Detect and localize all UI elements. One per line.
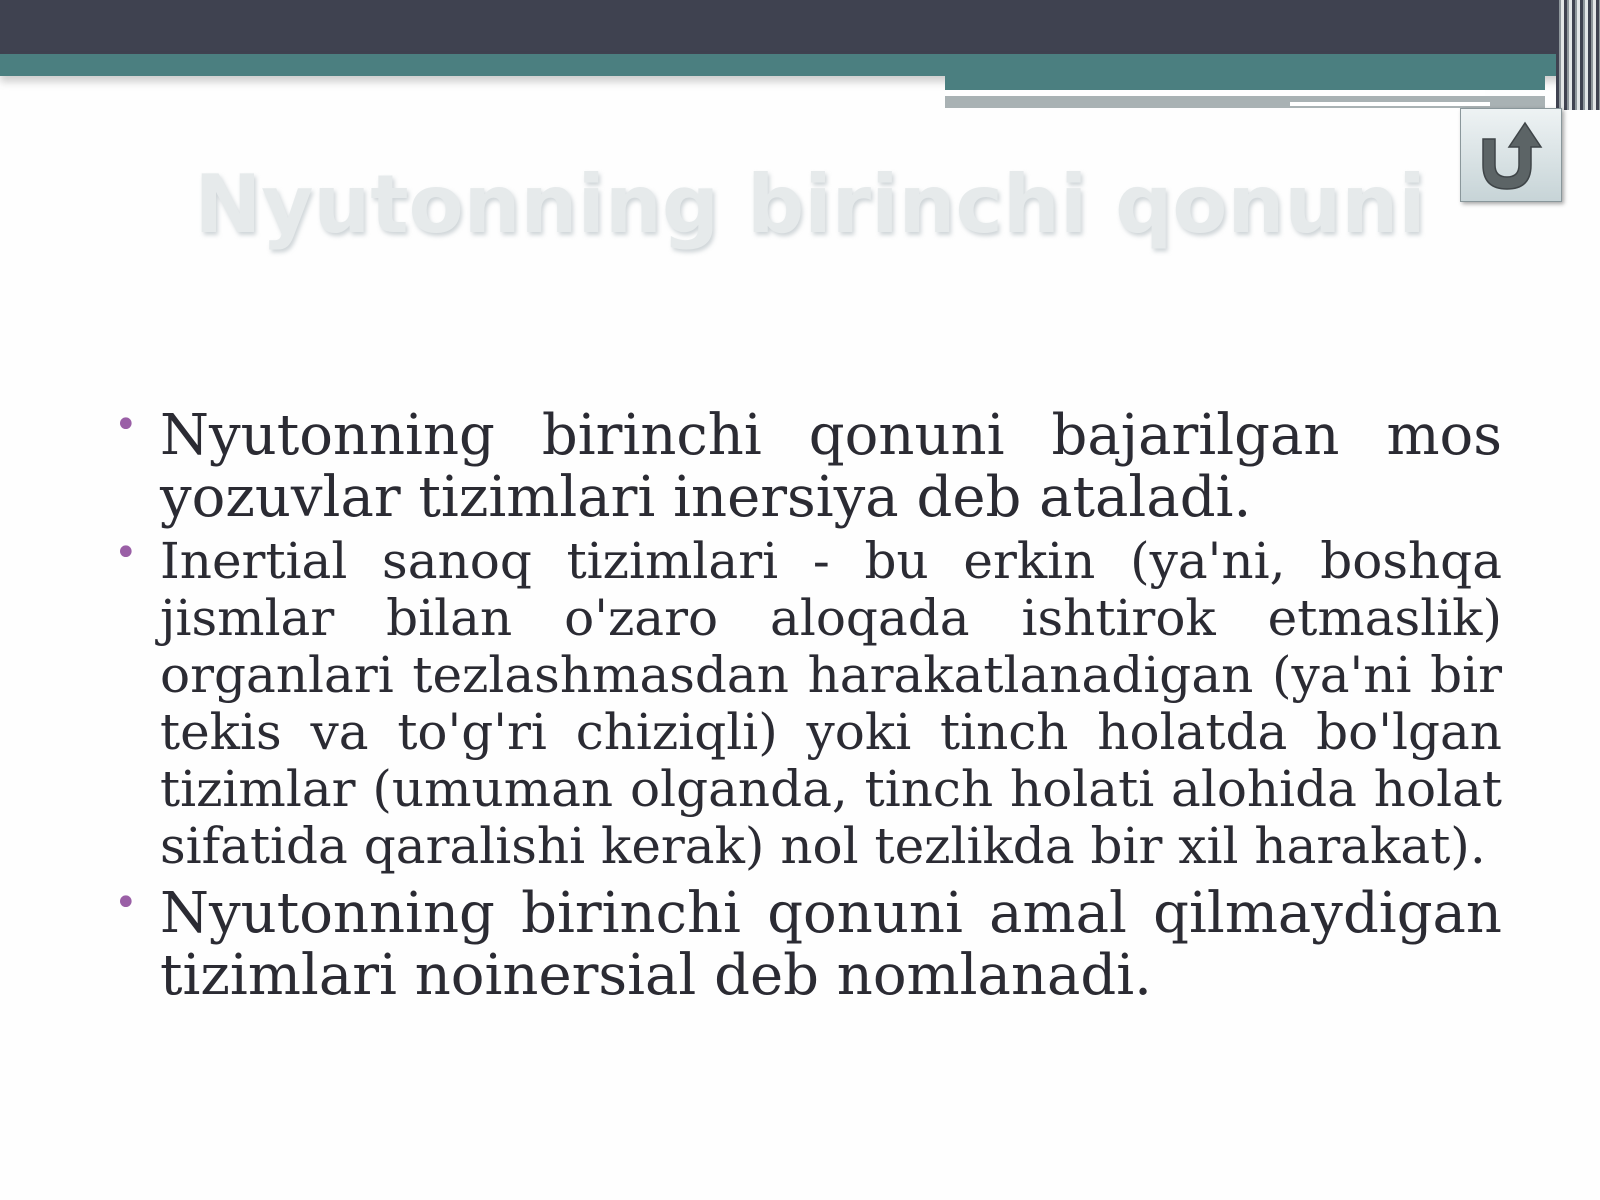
header-accent-bar [0, 54, 1600, 76]
header-accent-extension [945, 76, 1545, 90]
bullet-item: • Inertial sanoq tizimlari - bu erkin (ya'ni, boshqa jismlar bilan o'zaro aloqada ishtirok etmaslik) organlari tezlashmasdan harakatlanadigan (ya'ni bir tekis va to'g'ri chiziqli) yoki tinch holatda bo'lgan tizimlar (umuman olganda, tinch holati alohida holat sifatida qaralishi kerak) nol tezlikda bir xil harakat). [160, 533, 1502, 875]
header-highlight-line-short [1290, 102, 1490, 106]
bullet-item: • Nyutonning birinchi qonuni amal qilmaydigan tizimlari noinersial deb nomlanadi. [160, 883, 1502, 1007]
bullet-item: • Nyutonning birinchi qonuni bajarilgan mos yozuvlar tizimlari inersiya deb ataladi. [160, 405, 1502, 529]
header-edge-stripes [1556, 0, 1600, 110]
slide-title: Nyutonning birinchi qonuni [194, 158, 1426, 251]
bullet-list [160, 405, 1502, 1007]
header-bar [0, 0, 1600, 54]
